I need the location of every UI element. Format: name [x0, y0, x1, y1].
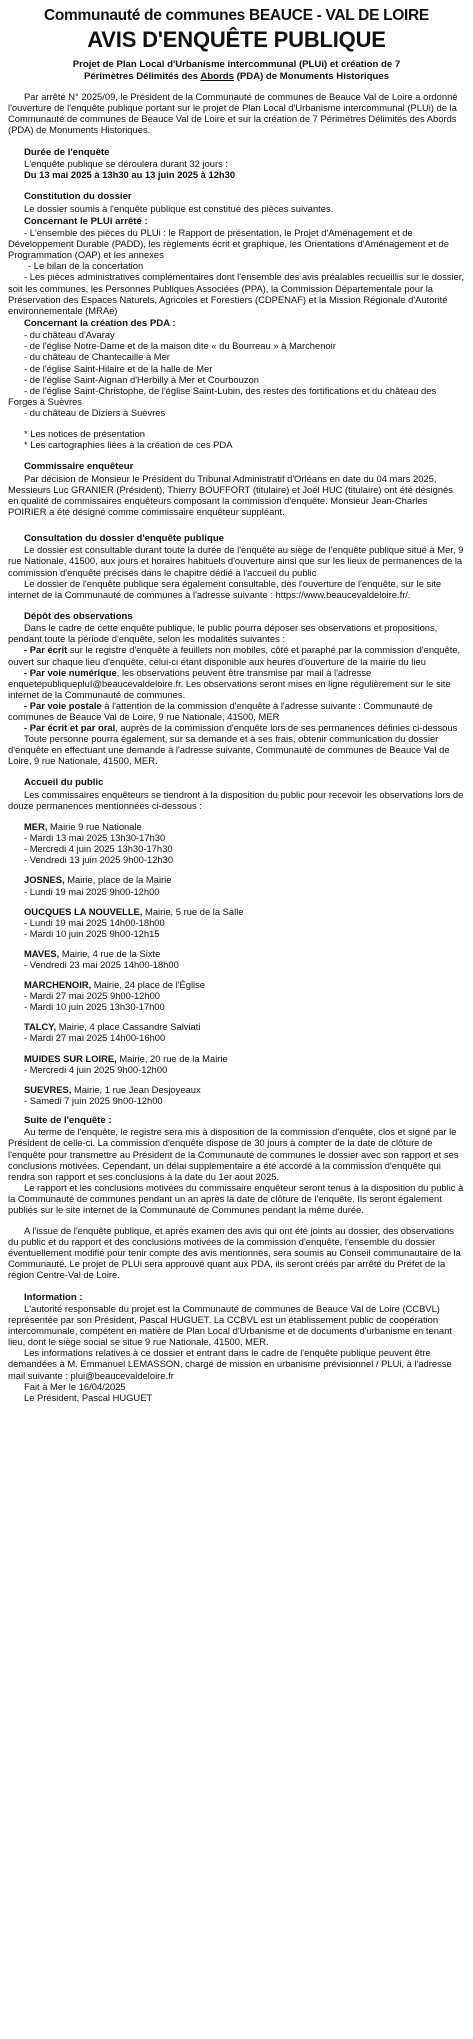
accueil-text: Les commissaires enquêteurs se tiendront à la disposition du public pour recevoir les observations lors de douze permanences mentionnées ci-dessous : [8, 788, 464, 811]
location-address: Mairie, 20 rue de la Mairie [116, 1052, 228, 1064]
duree-dates: Du 13 mai 2025 à 13h30 au 13 juin 2025 à 12h30 [24, 169, 236, 181]
location-address: Mairie, 4 rue de la Sixte [59, 947, 161, 959]
commissaire-text: Par décision de Monsieur le Président du Tribunal Administratif d'Orléans en date du 04 mars 2025, Messieurs Luc GRANIER (Président), Thierry BOUFFORT (titulaire) et Joël HUC (titulaire) ont été désignés en qualité de commissaires enquêteurs composant la commission d'enquête. Monsieur Jean-Charles POIRIER a été désigné comme commissaire enquêteur suppléant. [8, 472, 453, 517]
depot-ecrit-text: sur le registre d'enquête à feuillets non mobiles, côté et paraphé par la commission d'enquête, ouvert sur chaque lieu d'enquête, celui-ci étant disponible aux heures d'ouverture de la mairie du lieu [8, 644, 461, 667]
plui-item: - Les pièces administratives complémentaires dont l'ensemble des avis préalables recueillis sur le dossier, soit les communes, les Personnes Publiques Associées (PPA), la Commission Départementale pour la Préservation des Espaces Naturels, Agricoles et Forestiers (CDPENAF) et la Mission Régionale d'Autorité environnementale (MRAe) [8, 271, 465, 316]
notice-title: AVIS D'ENQUÊTE PUBLIQUE [87, 27, 386, 52]
permanence-location [8, 1084, 465, 1106]
pda-note: * Les notices de présentation [24, 427, 145, 439]
permanence-slot: - Mardi 13 mai 2025 13h30-17h30 [24, 832, 166, 844]
permanence-location [8, 906, 465, 939]
depot-numerique-label: - Par voie numérique [24, 666, 117, 678]
location-address: Mairie, place de la Mairie [64, 874, 172, 886]
location-heading [8, 1053, 465, 1064]
subtitle-line-1: Projet de Plan Local d'Urbanisme intercommunal (PLUi) et création de 7 [72, 59, 401, 70]
permanences-list [8, 821, 465, 1106]
location-address: Mairie 9 rue Nationale [47, 821, 142, 833]
location-heading [8, 1021, 465, 1032]
duree-heading: Durée de l'enquête [24, 146, 110, 158]
permanence-slot: - Vendredi 13 juin 2025 9h00-12h30 [24, 854, 174, 866]
pda-heading: Concernant la création des PDA : [24, 317, 176, 329]
suite-text-3: A l'issue de l'enquête publique, et après examen des avis qui ont été joints au dossier, des observations du public et du rapport et des conclusions motivées de la commission d'enquête, l'ensemble du dossier éventuellement modifié pour tenir compte des avis mentionnés, sera soumis au Conseil communautaire de la Communauté. Le projet de PLUi sera approuvé quant aux PDA, ils seront créés par arrêté du Préfet de la région Centre-Val de Loire. [8, 1225, 461, 1281]
location-address: Mairie, 1 rue Jean Desjoyeaux [71, 1083, 201, 1095]
permanence-slot: - Mardi 27 mai 2025 9h00-12h00 [24, 990, 161, 1002]
location-name: TALCY, [24, 1021, 57, 1033]
location-heading [8, 1084, 465, 1095]
depot-ecrit [8, 644, 465, 666]
permanence-slot: - Mercredi 4 juin 2025 13h30-17h30 [24, 843, 173, 855]
depot-postale-text: à l'attention de la commission d'enquête à l'adresse suivante : Communauté de communes de Beauce Val de Loire, 9 rue Nationale, 41500, MER [8, 699, 433, 722]
plui-item: - Le bilan de la concertation [28, 260, 144, 272]
permanence-location [8, 1021, 465, 1043]
permanence-slot: - Lundi 19 mai 2025 9h00-12h00 [24, 885, 160, 897]
location-address: Mairie, 5 rue de la Salle [142, 905, 244, 917]
subtitle-abords: Abords [200, 70, 234, 82]
plui-heading: Concernant le PLUi arrêté : [24, 215, 148, 227]
notice-subtitle [16, 59, 457, 82]
pda-item: - du château d'Avaray [24, 329, 115, 341]
signature-name: Le Président, Pascal HUGUET [24, 1391, 153, 1403]
depot-postale-label: - Par voie postale [24, 699, 102, 711]
suite-text-1: Au terme de l'enquête, le registre sera mis à disposition de la commission d'enquête, clos et signé par le Président de celle-ci. La commission d'enquête dispose de 30 jours à compter de la date de clôture de l'enquête pour transmettre au Président de la Communauté de communes le dossier avec son rapport et ses conclusions motivées. Cependant, un délai supplémentaire a été accordé à la commission d'enquête qui rendra son rapport et ses conclusions à la date du 1er aout 2025. [8, 1126, 459, 1182]
depot-cout: Toute personne pourra également, sur sa demande et à ses frais, obtenir communication du dossier d'enquête en effectuant une demande à l'adresse suivante, Communauté de communes de Beauce Val de Loire, 9 rue Nationale, 41500, MER. [8, 733, 450, 767]
suite-heading: Suite de l'enquête : [24, 1114, 112, 1126]
pda-item: - du château de Chantecaille à Mer [24, 351, 170, 363]
duree-text: L'enquête publique se déroulera durant 32 jours : [24, 157, 229, 169]
location-name: MUIDES SUR LOIRE, [24, 1052, 117, 1064]
depot-oral [8, 722, 465, 733]
location-heading [8, 874, 465, 885]
pda-item: - de l'église Saint-Christophe, de l'église Saint-Lubin, des restes des fortifications et du château des Forges à Suèvres [8, 384, 437, 407]
organisation-name: Communauté de communes BEAUCE - VAL DE LOIRE [44, 7, 429, 24]
constitution-text: Le dossier soumis à l'enquête publique est constitué des pièces suivantes. [24, 202, 334, 214]
permanence-location [8, 979, 465, 1012]
commissaire-heading: Commissaire enquêteur [24, 461, 134, 473]
suite-text-2: Le rapport et les conclusions motivées du commissaire enquêteur seront tenus à la disposition du public à la Communauté de communes pendant un an après la date de clôture de l'enquête. Ils seront également publiés sur le site internet de la Communauté de Communes pendant la même durée. [8, 1181, 464, 1215]
location-heading [8, 948, 465, 959]
subtitle-line-2a: Périmètres Délimités des [83, 70, 201, 82]
pda-item: - de l'église Notre-Dame et de la maison dite « du Bourreau » à Marchenoir [24, 340, 336, 352]
permanence-location [8, 874, 465, 896]
location-name: MARCHENOIR, [24, 979, 92, 991]
location-address: Mairie, 24 place de l'Église [91, 979, 206, 991]
permanence-location [8, 1053, 465, 1075]
location-name: JOSNES, [24, 874, 65, 886]
location-name: MER, [24, 821, 48, 833]
pda-note: * Les cartographies liées à la création de ces PDA [24, 439, 233, 451]
information-heading: Information : [24, 1291, 83, 1303]
depot-oral-text: , auprès de la commission d'enquête lors de ses permanences définies ci-dessous [115, 722, 458, 734]
constitution-heading: Constitution du dossier [24, 191, 132, 203]
information-text-2: Les informations relatives à ce dossier et entrant dans le cadre de l'enquête publique peuvent être demandées à M. Emmanuel LEMASSON, chargé de mission en urbanisme prévisionnel / PLUi, à l'adresse mail suivante : plui@beaucevaldeloire.fr [8, 1347, 452, 1381]
permanence-location [8, 948, 465, 970]
depot-ecrit-label: - Par écrit [24, 644, 68, 656]
pda-item: - du château de Diziers à Suèvres [24, 406, 166, 418]
subtitle-line-2 [16, 71, 457, 83]
location-address: Mairie, 4 place Cassandre Salviati [56, 1021, 201, 1033]
permanence-slot: - Mardi 27 mai 2025 14h00-16h00 [24, 1032, 166, 1044]
location-name: OUCQUES LA NOUVELLE, [24, 905, 143, 917]
pda-item: - de l'église Saint-Hilaire et de la halle de Mer [24, 362, 213, 374]
permanence-slot: - Mardi 10 juin 2025 9h00-12h15 [24, 927, 160, 939]
depot-numerique-text: , les observations peuvent être transmise par mail à l'adresse enquetepubliquepluI@beaucevaldeloire.fr. Les observations seront mises en ligne régulièrement sur le site internet de la Communauté de communes. [8, 666, 451, 700]
permanence-slot: - Samedi 7 juin 2025 9h00-12h00 [24, 1094, 163, 1106]
permanence-location [8, 821, 465, 865]
pda-item: - de l'église Saint-Aignan d'Herbilly à Mer et Courbouzon [24, 373, 259, 385]
consultation-text-2: Le dossier de l'enquête publique sera également consultable, dès l'ouverture de l'enquête, sur le site internet de la Communauté de communes à l'adresse suivante : https://www.beaucevaldeloire.fr/. [8, 577, 442, 600]
intro-paragraph: Par arrêté N° 2025/09, le Président de la Communauté de communes de Beauce Val de Loire a ordonné l'ouverture de l'enquête publique portant sur le projet de Plan Local d'Urbanisme intercommunal (PLUi) de la Communauté de communes de Beauce Val de Loire et sur la création de 7 Périmètres Délimités des Abords (PDA) de Monuments Historiques. [8, 91, 458, 136]
location-heading [8, 821, 465, 832]
permanence-slot: - Mercredi 4 juin 2025 9h00-12h00 [24, 1063, 168, 1075]
information-text-1: L'autorité responsable du projet est la Communauté de communes de Beauce Val de Loire (CCBVL) représentée par son Président, Pascal HUGUET. La CCBVL est un établissement public de coopération intercommunale, compétent en matière de Plan Local d'Urbanisme et de documents d'urbanisme en tenant lieu, dont le siège social se situe 9 rue Nationale, 41500, MER. [8, 1302, 452, 1348]
location-name: MAVES, [24, 947, 60, 959]
signature-date: Fait à Mer le 16/04/2025 [24, 1380, 126, 1392]
location-name: SUEVRES, [24, 1083, 72, 1095]
location-heading [8, 906, 465, 917]
depot-intro: Dans le cadre de cette enquête publique, le public pourra déposer ses observations et propositions, pendant toute la période d'enquête, selon les modalités suivantes : [8, 622, 438, 645]
plui-item: - L'ensemble des pièces du PLUi : le Rapport de présentation, le Projet d'Aménagement et de Développement Durable (PADD), les règlements écrit et graphique, les Orientations d'Aménagement et de Programmation (OAP) et les annexes [8, 227, 449, 261]
accueil-heading: Accueil du public [24, 777, 104, 789]
subtitle-line-2b: (PDA) de Monuments Historiques [233, 70, 390, 82]
permanence-slot: - Vendredi 23 mai 2025 14h00-18h00 [24, 958, 179, 970]
depot-numerique [8, 667, 465, 700]
location-heading [8, 979, 465, 990]
depot-oral-label: - Par écrit et par oral [24, 722, 116, 734]
permanence-slot: - Mardi 10 juin 2025 13h30-17h00 [24, 1001, 165, 1013]
consultation-text-1: Le dossier est consultable durant toute la durée de l'enquête au siège de l'enquête publique situé à Mer, 9 rue Nationale, 41500, aux jours et horaires habituels d'ouverture ainsi que sur les lieux de permanences de la commission d'enquête précisés dans le chapitre dédié à l'accueil du public [8, 544, 464, 578]
consultation-heading: Consultation du dossier d'enquête publique [24, 532, 225, 544]
permanence-slot: - Lundi 19 mai 2025 14h00-18h00 [24, 916, 165, 928]
depot-postale [8, 700, 465, 722]
depot-heading: Dépôt des observations [24, 610, 133, 622]
